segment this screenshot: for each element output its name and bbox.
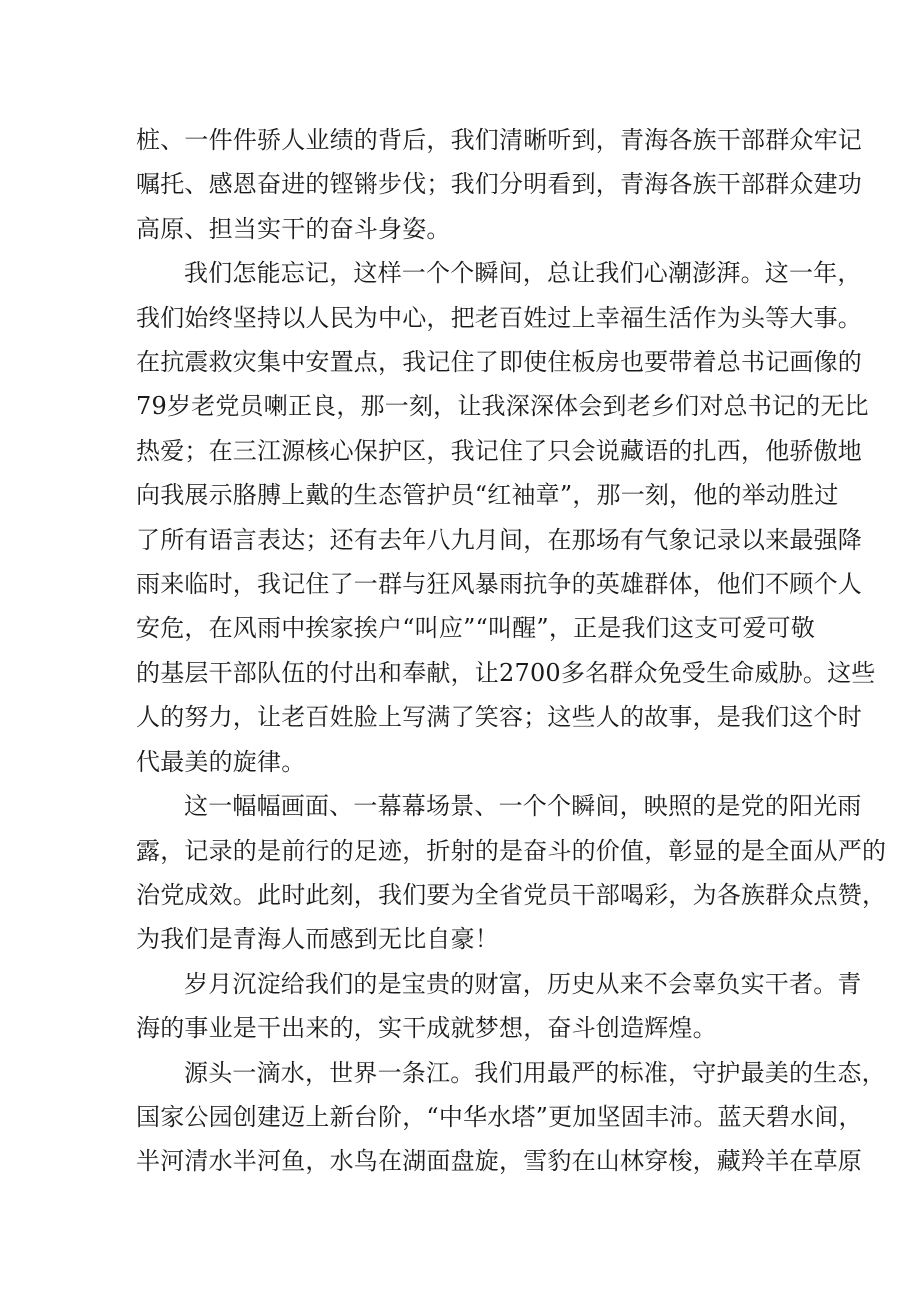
- paragraph-line: 源头一滴水，世界一条江。我们用最严的标准，守护最美的生态，: [184, 1058, 886, 1087]
- paragraph-line: 岁月沉淀给我们的是宝贵的财富，历史从来不会辜负实干者。青: [184, 969, 862, 998]
- paragraph-line: 我们怎能忘记，这样一个个瞬间，总让我们心潮澎湃。这一年，: [184, 259, 862, 288]
- paragraph-line: 在抗震救灾集中安置点，我记住了即使住板房也要带着总书记画像的: [136, 348, 862, 377]
- paragraph-line: 的基层干部队伍的付出和奉献，让2700多名群众免受生命威胁。这些: [136, 658, 876, 687]
- paragraph-line: 人的努力，让老百姓脸上写满了笑容；这些人的故事，是我们这个时: [136, 703, 862, 732]
- document-body: [136, 118, 887, 1184]
- paragraph-line: 了所有语言表达；还有去年八九月间，在那场有气象记录以来最强降: [136, 525, 862, 554]
- paragraph-line: 嘱托、感恩奋进的铿锵步伐；我们分明看到，青海各族干部群众建功: [136, 170, 862, 199]
- paragraph-line: 国家公园创建迈上新台阶，“中华水塔”更加坚固丰沛。蓝天碧水间，: [136, 1102, 863, 1131]
- paragraph-line: 桩、一件件骄人业绩的背后，我们清晰听到，青海各族干部群众牢记: [136, 126, 862, 154]
- paragraph-5: [136, 1051, 886, 1184]
- paragraph-line: 这一幅幅画面、一幕幕场景、一个个瞬间，映照的是党的阳光雨: [184, 792, 862, 821]
- paragraph-line: 高原、担当实干的奋斗身姿。: [136, 214, 451, 243]
- paragraph-2: [136, 251, 876, 784]
- paragraph-line: 雨来临时，我记住了一群与狂风暴雨抗争的英雄群体，他们不顾个人: [136, 570, 862, 599]
- paragraph-1: [136, 118, 862, 251]
- paragraph-line: 热爱；在三江源核心保护区，我记住了只会说藏语的扎西，他骄傲地: [136, 436, 862, 465]
- paragraph-line: 露，记录的是前行的足迹，折射的是奋斗的价值，彰显的是全面从严的: [136, 836, 887, 865]
- paragraph-line: 为我们是青海人而感到无比自豪！: [136, 925, 499, 954]
- paragraph-line: 海的事业是干出来的，实干成就梦想，奋斗创造辉煌。: [136, 1014, 717, 1043]
- paragraph-line: 治党成效。此时此刻，我们要为全省党员干部喝彩，为各族群众点赞，: [136, 880, 887, 909]
- paragraph-line: 向我展示胳膊上戴的生态管护员“红袖章”，那一刻，他的举动胜过: [136, 481, 839, 510]
- paragraph-line: 我们始终坚持以人民为中心，把老百姓过上幸福生活作为头等大事。: [136, 303, 862, 332]
- paragraph-line: 代最美的旋律。: [136, 747, 306, 776]
- paragraph-4: [136, 962, 862, 1051]
- paragraph-line: 安危，在风雨中挨家挨户“叫应”“叫醒”，正是我们这支可爱可敬: [136, 614, 816, 643]
- paragraph-line: 半河清水半河鱼，水鸟在湖面盘旋，雪豹在山林穿梭，藏羚羊在草原: [136, 1147, 862, 1176]
- paragraph-line: 79岁老党员喇正良，那一刻，让我深深体会到老乡们对总书记的无比: [136, 392, 869, 421]
- paragraph-3: [136, 784, 887, 962]
